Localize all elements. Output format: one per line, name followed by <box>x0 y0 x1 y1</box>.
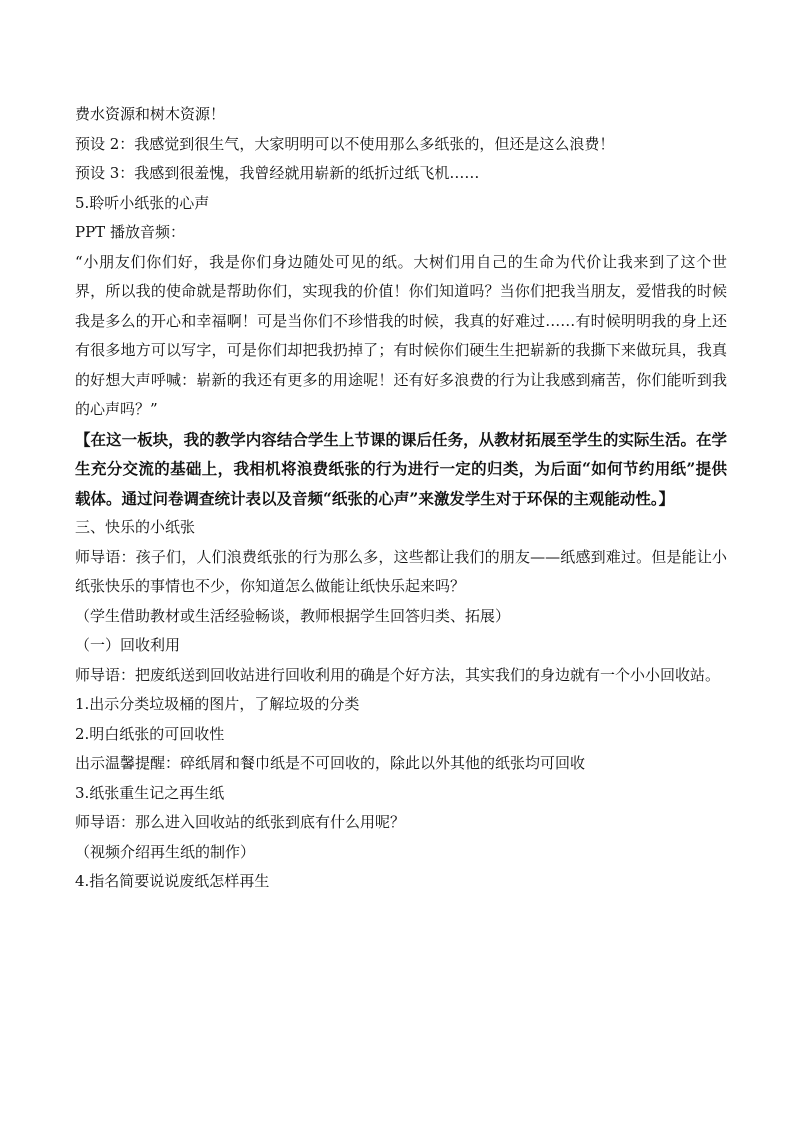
step-item: 3.纸张重生记之再生纸 <box>75 783 225 802</box>
text-line: 出示温馨提醒：碎纸屑和餐巾纸是不可回收的，除此以外其他的纸张均可回收 <box>75 754 586 772</box>
audio-quote-paragraph: “小朋友们你们好，我是你们身边随处可见的纸。大树们用自己的生命为代价让我来到了这个世界，所以我的使命就是帮助你们，实现我的价值！你们知道吗？当你们把我当朋友，爱惜我的时候我是多么的开心和幸福啊！可是当你们不珍惜我的时候，我真的好难过……有时候明明我的身上还有很多地方可以写字，可是你们却把我扔掉了；有时候你们硬生生把崭新的我撕下来做玩具，我真的好想大声呼喊：崭新的我还有更多的用途呢！还有好多浪费的行为让我感到痛苦，你们能听到我的心声吗？” <box>75 252 727 418</box>
teaching-reflection-note: 【在这一板块，我的教学内容结合学生上节课的课后任务，从教材拓展至学生的实际生活。在学生充分交流的基础上，我相机将浪费纸张的行为进行一定的归类，为后面“如何节约用纸”提供载体。通过问卷调查统计表以及音频“纸张的心声”来激发学生对于环保的主观能动性。】 <box>75 429 727 508</box>
text-line: （视频介绍再生纸的制作） <box>75 842 256 861</box>
teacher-recycle-paragraph: 师导语：把废纸送到回收站进行回收利用的确是个好方法，其实我们的身边就有一个小小回收站。 <box>75 665 721 684</box>
student-activity-note: （学生借助教材或生活经验畅谈，教师根据学生回答归类、拓展） <box>75 606 511 625</box>
text-line: 预设 2：我感觉到很生气，大家明明可以不使用那么多纸张的，但还是这么浪费！ <box>75 134 615 153</box>
step-item: 1.出示分类垃圾桶的图片，了解垃圾的分类 <box>75 695 360 713</box>
step-item: 2.明白纸张的可回收性 <box>75 724 225 743</box>
text-line: 预设 3：我感到很羞愧，我曾经就用崭新的纸折过纸飞机…… <box>75 164 480 182</box>
step-item: 4.指名简要说说废纸怎样再生 <box>75 872 270 890</box>
subsection-title: （一）回收利用 <box>75 636 181 654</box>
text-line: PPT 播放音频： <box>75 223 185 241</box>
text-line: 费水资源和树木资源！ <box>75 105 226 123</box>
step-heading: 5.聆听小纸张的心声 <box>75 193 210 212</box>
document-body <box>75 100 727 897</box>
text-line: 师导语：那么进入回收站的纸张到底有什么用呢？ <box>75 813 406 831</box>
section-title: 三、快乐的小纸张 <box>75 518 196 536</box>
teacher-intro-paragraph: 师导语：孩子们，人们浪费纸张的行为那么多，这些都让我们的朋友——纸感到难过。但是能让小纸张快乐的事情也不少，你知道怎么做能让纸快乐起来吗？ <box>75 547 727 595</box>
